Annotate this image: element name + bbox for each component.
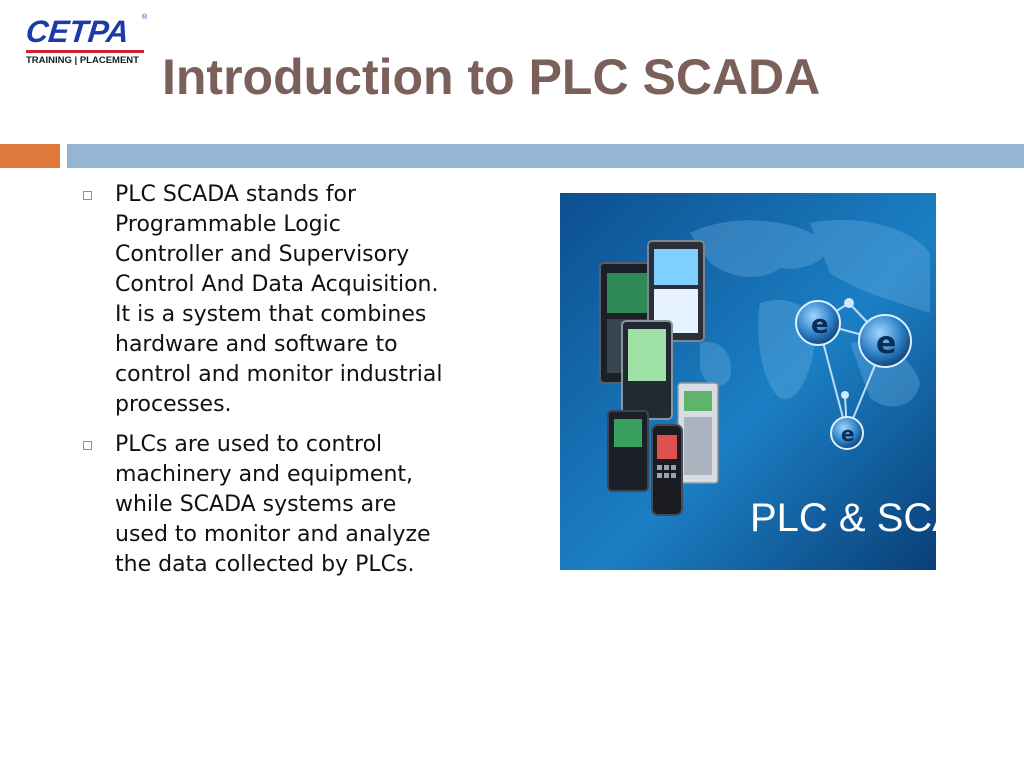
image-caption: PLC & SCADA bbox=[750, 496, 1015, 540]
node-letter: e bbox=[876, 326, 897, 361]
logo-trademark: ® bbox=[142, 14, 148, 21]
node-letter: e bbox=[841, 422, 855, 446]
plc-scada-illustration bbox=[560, 193, 1015, 570]
title-rule-orange bbox=[0, 144, 60, 168]
logo-wordmark: CETPA bbox=[24, 14, 131, 49]
bullet-item bbox=[80, 180, 500, 420]
bullet-text: PLC SCADA stands for Programmable Logic Controller and Supervisory Control And Data Acquisition. It is a system that combines hardware and software to control and monitor industrial processes. bbox=[115, 182, 443, 417]
square-bullet-icon bbox=[83, 441, 92, 450]
slide-title: Introduction to PLC SCADA bbox=[162, 49, 821, 105]
node-letter: e bbox=[811, 310, 829, 340]
square-bullet-icon bbox=[83, 191, 92, 200]
logo-tagline: TRAINING | PLACEMENT bbox=[26, 55, 139, 66]
logo-underline bbox=[26, 50, 144, 53]
title-rule-blue bbox=[67, 144, 1024, 168]
bullet-item bbox=[80, 430, 500, 580]
bullet-list bbox=[80, 180, 500, 590]
cetpa-logo bbox=[24, 14, 148, 70]
bullet-text: PLCs are used to control machinery and equipment, while SCADA systems are used to monitor and analyze the data collected by PLCs. bbox=[115, 432, 431, 577]
